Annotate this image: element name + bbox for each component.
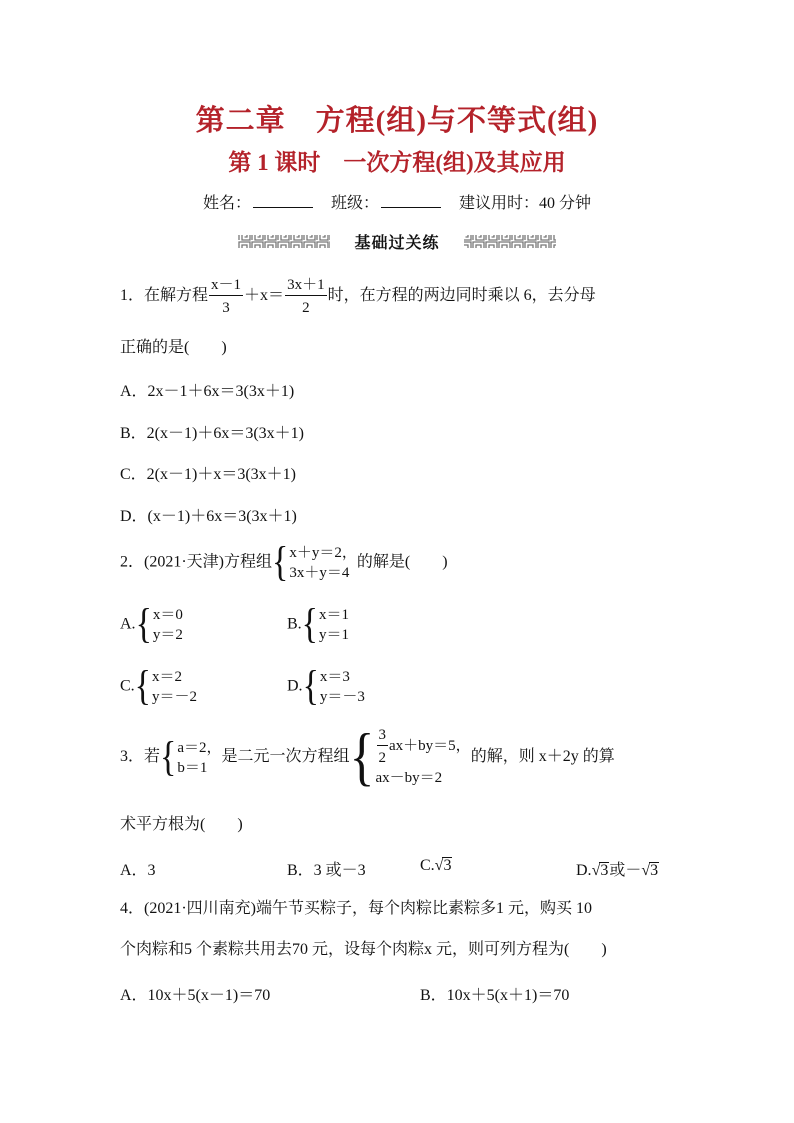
solution-x: x＝0: [152, 607, 183, 623]
fraction: [285, 276, 327, 317]
equation: b＝1: [177, 759, 208, 776]
sqrt-icon: √: [591, 862, 601, 879]
q3-option-c[interactable]: [420, 857, 452, 875]
solution-y: y＝－2: [152, 689, 198, 705]
q3-option-d[interactable]: [576, 857, 659, 880]
numerator: 3: [377, 726, 389, 746]
stem-text: (2021·四川南充)端午节买粽子，每个肉粽比素粽多1 元，购买 10: [144, 900, 593, 917]
stem-text: 若: [144, 748, 161, 766]
question-3-stem: [120, 721, 615, 793]
option-label: C.: [120, 677, 135, 695]
question-number: 3．: [120, 748, 145, 766]
left-brace: {: [302, 663, 319, 710]
solution-x: x＝2: [152, 669, 183, 685]
question-1-stem: [120, 276, 596, 317]
equation-system: [272, 539, 357, 586]
q4-option-a[interactable]: A．10x＋5(x－1)＝70: [120, 987, 271, 1004]
q1-option-b[interactable]: B．2(x－1)＋6x＝3(3x＋1): [120, 425, 304, 442]
equation: ax－by＝2: [375, 770, 443, 786]
option-label: D.: [576, 862, 592, 879]
equation: [376, 726, 471, 767]
question-number: 2．: [120, 553, 145, 571]
question-2-stem: [120, 539, 448, 586]
fraction: [209, 276, 243, 317]
radicand: 3: [443, 857, 452, 874]
question-3-stem-cont: 术平方根为( ): [120, 816, 243, 833]
question-number: 1．: [120, 287, 145, 305]
equation-rest: ax＋by＝5，: [389, 737, 471, 754]
numerator: x－1: [209, 276, 243, 296]
solution-y: y＝1: [319, 627, 350, 643]
stem-text: ＋x＝: [244, 287, 285, 305]
left-brace: {: [134, 663, 151, 710]
q2-option-a[interactable]: [120, 601, 183, 648]
equation-system: [349, 721, 471, 793]
name-blank[interactable]: [253, 193, 313, 208]
q4-option-b[interactable]: B．10x＋5(x＋1)＝70: [420, 987, 570, 1004]
q1-option-d[interactable]: D．(x－1)＋6x＝3(3x＋1): [120, 508, 297, 525]
class-blank[interactable]: [381, 193, 441, 208]
sqrt-icon: √: [434, 857, 444, 874]
denominator: 2: [378, 750, 387, 766]
option-label: A.: [120, 615, 136, 633]
q1-option-c[interactable]: C．2(x－1)＋x＝3(3x＋1): [120, 466, 296, 483]
section-banner: [238, 228, 556, 254]
radicand: 3: [650, 862, 659, 879]
given-solution: [160, 733, 222, 780]
radicand: 3: [600, 862, 609, 879]
stem-text: 的解，则 x＋2y 的算: [470, 748, 615, 766]
time-label: 建议用时：40 分钟: [459, 195, 592, 212]
name-label: 姓名：: [202, 195, 251, 212]
stem-text: (2021·天津)方程组: [144, 553, 273, 571]
question-1-stem-cont: 正确的是( ): [120, 339, 227, 356]
question-number: 4．: [120, 900, 145, 917]
q2-option-d[interactable]: [287, 663, 365, 710]
equation: x＋y＝2，: [289, 545, 357, 561]
student-info-line: [0, 190, 794, 213]
left-brace: {: [301, 601, 318, 648]
equation: a＝2，: [177, 739, 222, 756]
stem-text: 在解方程: [144, 287, 209, 305]
solution-x: x＝1: [319, 607, 350, 623]
solution-y: y＝－3: [319, 689, 365, 705]
equation: 3x＋y＝4: [289, 565, 350, 581]
class-label: 班级：: [330, 195, 379, 212]
solution-y: y＝2: [152, 627, 183, 643]
left-brace: {: [272, 539, 289, 586]
question-4-stem: [120, 899, 592, 919]
stem-text: 是二元一次方程组: [221, 748, 350, 766]
q3-option-a[interactable]: A．3: [120, 862, 156, 879]
left-brace: {: [349, 721, 375, 793]
question-4-stem-cont: 个肉粽和5 个素粽共用去70 元，设每个肉粽x 元，则可列方程为( ): [120, 941, 607, 958]
left-brace: {: [160, 733, 177, 780]
q2-option-c[interactable]: [120, 663, 198, 710]
sqrt-icon: √: [641, 862, 651, 879]
left-brace: {: [135, 601, 152, 648]
lesson-title: 第 1 课时 一次方程(组)及其应用: [228, 150, 566, 175]
section-title: 基础过关练: [354, 235, 440, 252]
q2-option-b[interactable]: [287, 601, 350, 648]
option-label: B.: [287, 615, 302, 633]
numerator: 3x＋1: [285, 276, 327, 296]
q1-option-a[interactable]: A．2x－1＋6x＝3(3x＋1): [120, 383, 295, 400]
option-label: D.: [287, 677, 303, 695]
stem-text: 时，在方程的两边同时乘以 6，去分母: [327, 287, 596, 305]
option-text: 或－: [609, 862, 642, 879]
denominator: 3: [222, 300, 230, 316]
option-label: C.: [420, 857, 435, 874]
chapter-title: 第二章 方程(组)与不等式(组): [195, 105, 599, 137]
denominator: 2: [302, 300, 310, 316]
solution-x: x＝3: [319, 669, 350, 685]
q3-option-b[interactable]: B．3 或－3: [287, 862, 366, 879]
stem-text: 的解是( ): [356, 553, 448, 571]
